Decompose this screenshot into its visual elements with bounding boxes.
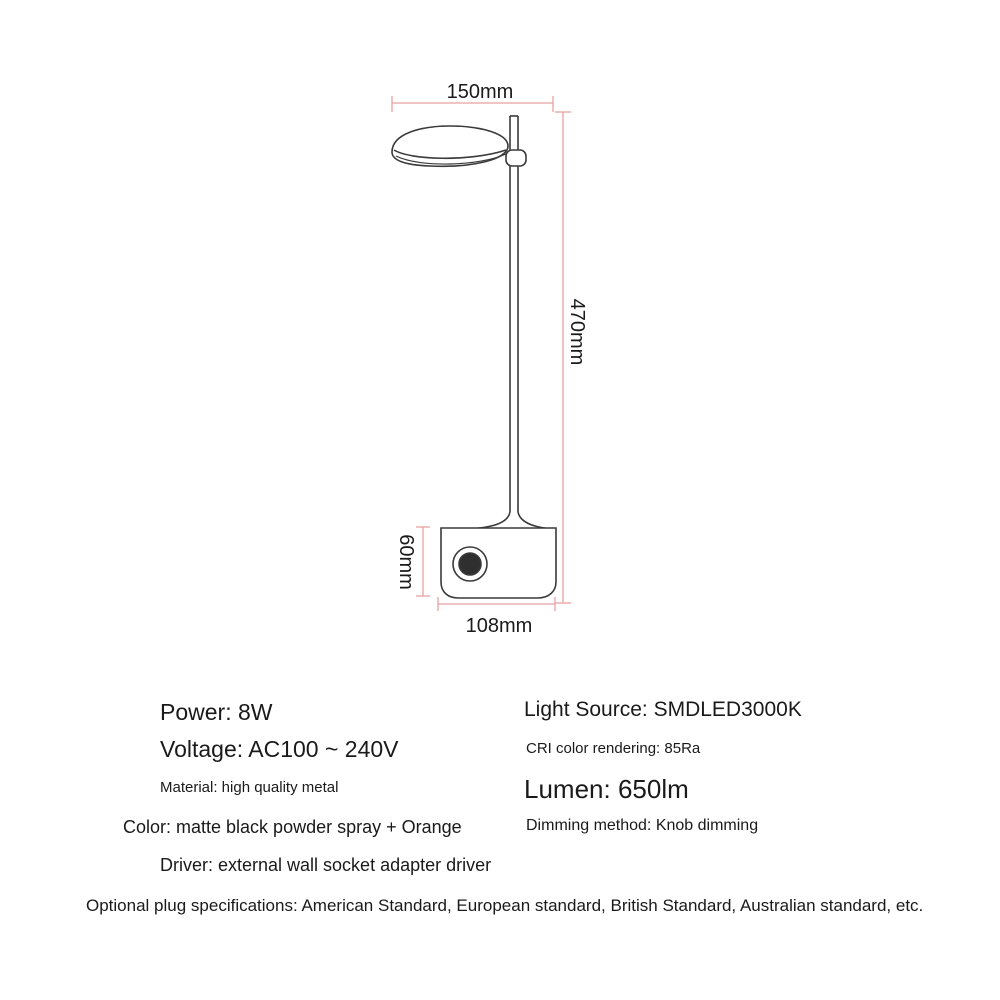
light-source-spec: Light Source: SMDLED3000K <box>524 698 802 721</box>
base-height-dimension <box>416 527 430 596</box>
voltage-spec: Voltage: AC100 ~ 240V <box>160 736 399 762</box>
lumen-spec: Lumen: 650lm <box>524 774 689 804</box>
dimming-spec: Dimming method: Knob dimming <box>526 817 759 834</box>
lamp-pole-flare <box>470 512 552 529</box>
driver-spec: Driver: external wall socket adapter driver <box>160 855 492 875</box>
material-spec: Material: high quality metal <box>160 779 339 796</box>
head-width-label: 150mm <box>446 81 514 103</box>
lamp-head-joint <box>506 150 526 166</box>
color-spec: Color: matte black powder spray + Orange <box>123 817 462 837</box>
total-height-label: 470mm <box>566 298 588 366</box>
base-width-label: 108mm <box>465 615 533 637</box>
lamp-pole <box>510 116 518 512</box>
base-width-dimension <box>438 597 555 611</box>
power-spec: Power: 8W <box>160 699 273 725</box>
cri-spec: CRI color rendering: 85Ra <box>526 740 701 757</box>
lamp-illustration <box>392 116 556 598</box>
plug-spec: Optional plug specifications: American Standard, European standard, British Standard, Australian standard, etc. <box>86 896 924 915</box>
base-height-label: 60mm <box>395 534 417 590</box>
